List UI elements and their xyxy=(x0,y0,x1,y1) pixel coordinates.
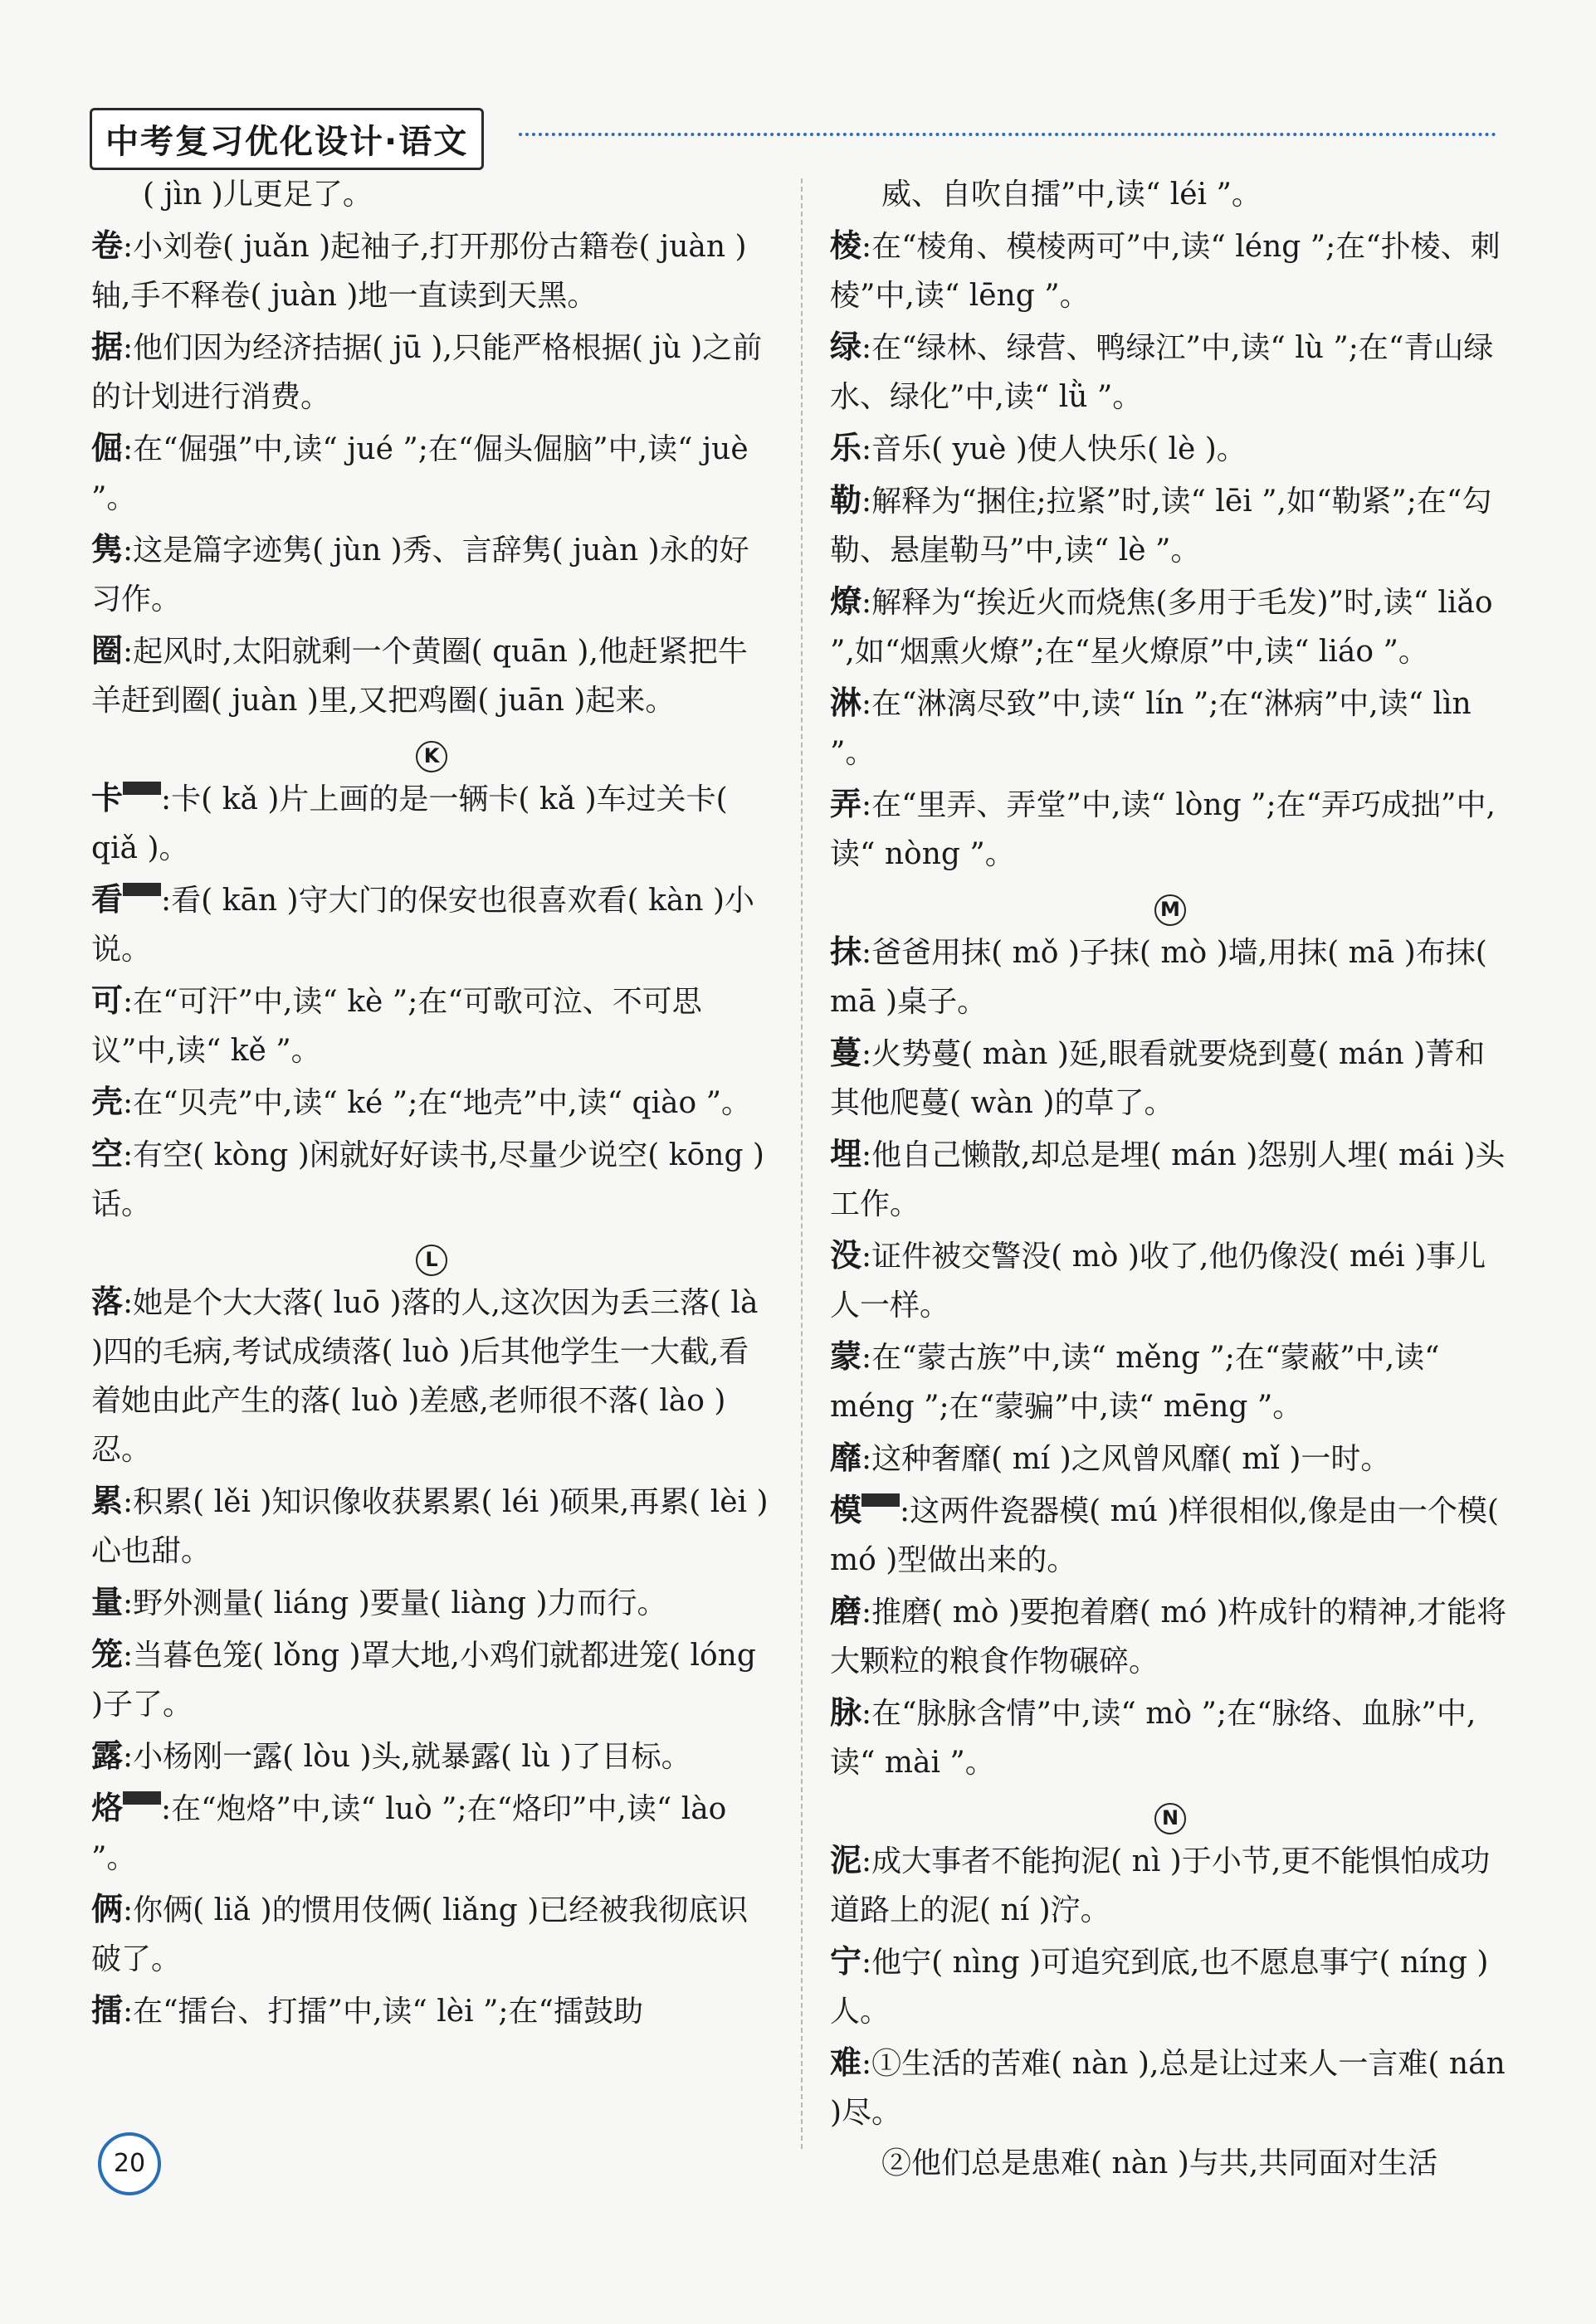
polyphone-entry xyxy=(91,1277,772,1474)
polyphone-entry xyxy=(91,1783,772,1883)
entry-text: :她是个大大落( luō )落的人,这次因为丢三落( là )四的毛病,考试成绩落( luò )后其他学生一大截,看着她由此产生的落( luò )差感,老师很不落( lào )忍。 xyxy=(91,1286,759,1467)
entry-text: :推磨( mò )要抱着磨( mó )杵成针的精神,才能将大颗粒的粮食作物碾碎。 xyxy=(830,1596,1507,1678)
column-divider xyxy=(801,178,803,2149)
entry-character: 棱 xyxy=(830,227,862,264)
entry-text: :看( kān )守大门的保安也很喜欢看( kàn )小说。 xyxy=(91,884,755,967)
continued-text: ( jìn )儿更足了。 xyxy=(143,178,373,212)
polyphone-entry xyxy=(830,1433,1511,1484)
entry-text: :在“擂台、打擂”中,读“ lèi ”;在“擂鼓助 xyxy=(123,1995,643,2029)
entry-character: 空 xyxy=(91,1135,124,1172)
entry-character: 露 xyxy=(91,1737,124,1774)
polyphone-entry xyxy=(91,1476,772,1576)
polyphone-entry xyxy=(830,1835,1511,1935)
entry-character: 乐 xyxy=(830,429,862,466)
entry-text: :积累( lěi )知识像收获累累( léi )硕果,再累( lèi )心也甜。 xyxy=(91,1485,769,1568)
entry-text: :野外测量( liáng )要量( liàng )力而行。 xyxy=(123,1586,667,1620)
entry-text: :爸爸用抹( mǒ )子抹( mò )墙,用抹( mā )布抹( mā )桌子。 xyxy=(830,936,1487,1019)
polyphone-entry xyxy=(830,2038,1511,2137)
entry-text: :小刘卷( juǎn )起袖子,打开那份古籍卷( juàn )轴,手不释卷( juàn )地一直读到天黑。 xyxy=(91,230,747,313)
polyphone-entry xyxy=(830,475,1511,575)
polyphone-entry xyxy=(830,221,1511,320)
polyphone-entry xyxy=(830,1332,1511,1431)
entry-character: 没 xyxy=(830,1236,862,1274)
entry-text: :卡( kǎ )片上画的是一辆卡( kǎ )车过关卡( qiǎ )。 xyxy=(91,782,728,865)
polyphone-entry xyxy=(830,1688,1511,1787)
entry-text: :在“倔强”中,读“ jué ”;在“倔头倔脑”中,读“ juè ”。 xyxy=(91,432,749,515)
entry-character: 脉 xyxy=(830,1693,862,1731)
polyphone-entry xyxy=(91,1129,772,1229)
section-letter xyxy=(91,1232,772,1277)
entry-text: :起风时,太阳就剩一个黄圈( quān ),他赶紧把牛羊赶到圈( juàn )里,又把鸡圈( juān )起来。 xyxy=(91,635,748,718)
entry-character: 圈 xyxy=(91,631,124,669)
polyphone-entry xyxy=(91,1630,772,1729)
entry-character: 可 xyxy=(91,982,124,1019)
entry-text: :有空( kòng )闲就好好读书,尽量少说空( kōng )话。 xyxy=(91,1138,764,1221)
polyphone-entry xyxy=(91,773,772,873)
entry-character: 落 xyxy=(91,1283,124,1320)
entry-text: :在“贝壳”中,读“ ké ”;在“地壳”中,读“ qiào ”。 xyxy=(123,1086,751,1120)
entry-text: :成大事者不能拘泥( nì )于小节,更不能惧怕成功道路上的泥( ní )泞。 xyxy=(830,1844,1491,1927)
polyphone-entry xyxy=(91,1985,772,2036)
entry-character: 蔓 xyxy=(830,1034,862,1071)
entry-text: :他们因为经济拮据( jū ),只能严格根据( jù )之前的计划进行消费。 xyxy=(91,331,763,414)
polyphone-entry xyxy=(91,1577,772,1628)
entry-character: 埋 xyxy=(830,1135,862,1172)
entry-character: 累 xyxy=(91,1482,124,1519)
section-letter-badge: N xyxy=(1154,1803,1186,1834)
entry-character: 看 xyxy=(91,880,124,918)
section-letter xyxy=(91,728,772,773)
polyphone-entry xyxy=(830,678,1511,777)
entry-character: 燎 xyxy=(830,582,862,620)
polyphone-entry xyxy=(830,1028,1511,1128)
entry-text: :这两件瓷器模( mú )样很相似,像是由一个模( mó )型做出来的。 xyxy=(830,1494,1499,1577)
entry-character: 靡 xyxy=(830,1439,862,1476)
continued-text: 威、自吹自擂”中,读“ léi ”。 xyxy=(881,178,1262,212)
entry-character: 模 xyxy=(830,1491,862,1528)
section-letter xyxy=(830,882,1511,927)
entry-text: :你俩( liǎ )的惯用伎俩( liǎng )已经被我彻底识破了。 xyxy=(91,1893,749,1976)
entry-text: :在“炮烙”中,读“ luò ”;在“烙印”中,读“ lào ”。 xyxy=(91,1792,727,1875)
entry-text: :在“绿林、绿营、鸭绿江”中,读“ lù ”;在“青山绿水、绿化”中,读“ lǜ ”。 xyxy=(830,331,1494,414)
entry-text: :在“脉脉含情”中,读“ mò ”;在“脉络、血脉”中,读“ mài ”。 xyxy=(830,1697,1476,1780)
section-letter-badge: M xyxy=(1154,894,1186,926)
entry-character: 宁 xyxy=(830,1942,862,1980)
polyphone-entry xyxy=(91,1884,772,1984)
polyphone-entry xyxy=(830,1485,1511,1585)
section-letter xyxy=(830,1791,1511,1835)
entry-character: 烙 xyxy=(91,1789,124,1826)
entry-character: 倔 xyxy=(91,429,124,466)
entry-text: :在“里弄、弄堂”中,读“ lòng ”;在“弄巧成拙”中,读“ nòng ”。 xyxy=(830,788,1496,871)
entry-text: :在“蒙古族”中,读“ měng ”;在“蒙蔽”中,读“ méng ”;在“蒙骗”中,读“ mēng ”。 xyxy=(830,1341,1440,1424)
header-dotted-rule xyxy=(519,133,1496,136)
entry-character: 卷 xyxy=(91,227,124,264)
entry-text: :解释为“捆住;拉紧”时,读“ lēi ”,如“勒紧”;在“勾勒、悬崖勒马”中,读“ lè ”。 xyxy=(830,485,1492,568)
entry-character: 量 xyxy=(91,1583,124,1620)
entry-text: :火势蔓( màn )延,眼看就要烧到蔓( mán )菁和其他爬蔓( wàn )的草了。 xyxy=(830,1037,1486,1120)
entry-character: 俩 xyxy=(91,1890,124,1927)
book-header-title: 中考复习优化设计·语文 xyxy=(90,108,484,170)
entry-text: :①生活的苦难( nàn ),总是让过来人一言难( nán )尽。 xyxy=(830,2047,1506,2130)
polyphone-entry xyxy=(91,1077,772,1128)
entry-text: :在“棱角、模棱两可”中,读“ léng ”;在“扑棱、刺棱”中,读“ lēng ”。 xyxy=(830,230,1501,313)
polyphone-entry xyxy=(830,1937,1511,2036)
polyphone-entry xyxy=(830,927,1511,1026)
page-number: 20 xyxy=(98,2132,161,2195)
entry-character: 磨 xyxy=(830,1592,862,1630)
entry-text: :在“可汗”中,读“ kè ”;在“可歌可泣、不可思议”中,读“ kě ”。 xyxy=(91,985,702,1068)
entry-character: 泥 xyxy=(830,1841,862,1878)
polyphone-entry xyxy=(830,779,1511,879)
entry-character: 绿 xyxy=(830,328,862,365)
polyphone-entry xyxy=(91,322,772,421)
polyphone-entry xyxy=(830,577,1511,676)
left-column xyxy=(91,170,772,2038)
entry-text: :音乐( yuè )使人快乐( lè )。 xyxy=(861,432,1247,466)
entry-character: 难 xyxy=(830,2044,862,2081)
polyphone-entry xyxy=(91,423,772,523)
entry-character: 卡 xyxy=(91,779,124,816)
entry-text: :当暮色笼( lǒng )罩大地,小鸡们就都进笼( lóng )子了。 xyxy=(91,1639,756,1722)
polyphone-entry xyxy=(91,976,772,1075)
entry-character: 蒙 xyxy=(830,1337,862,1375)
entry-character: 淋 xyxy=(830,684,862,721)
entry-character: 勒 xyxy=(830,481,862,519)
exam-year-badge: 2018 xyxy=(861,1493,900,1507)
entry-character: 擂 xyxy=(91,1991,124,2029)
entry-text: :在“淋漓尽致”中,读“ lín ”;在“淋病”中,读“ lìn ”。 xyxy=(830,687,1472,770)
entry-text: :证件被交警没( mò )收了,他仍像没( méi )事儿人一样。 xyxy=(830,1240,1486,1323)
section-letter-badge: L xyxy=(416,1245,447,1276)
polyphone-entry xyxy=(830,1230,1511,1330)
entry-character: 弄 xyxy=(830,785,862,822)
polyphone-entry xyxy=(830,1586,1511,1686)
section-letter-badge: K xyxy=(416,741,447,772)
polyphone-entry xyxy=(830,322,1511,421)
entry-character: 抹 xyxy=(830,933,862,970)
entry-character: 笼 xyxy=(91,1635,124,1673)
entry-character: 隽 xyxy=(91,530,124,568)
continued-text: ②他们总是患难( nàn )与共,共同面对生活 xyxy=(881,2146,1438,2180)
entry-text: :他自己懒散,却总是埋( mán )怨别人埋( mái )头工作。 xyxy=(830,1138,1506,1221)
exam-year-badge: 2018 xyxy=(123,1791,161,1805)
polyphone-entry xyxy=(91,875,772,974)
polyphone-entry xyxy=(91,1731,772,1781)
entry-character: 据 xyxy=(91,328,124,365)
exam-year-badge: 2020 xyxy=(123,883,161,896)
entry-text: :解释为“挨近火而烧焦(多用于毛发)”时,读“ liǎo ”,如“烟熏火燎”;在“星火燎原”中,读“ liáo ”。 xyxy=(830,586,1493,669)
polyphone-entry xyxy=(830,423,1511,474)
polyphone-entry xyxy=(91,524,772,624)
exam-year-badge: 2021 xyxy=(123,782,161,795)
entry-text: :这是篇字迹隽( jùn )秀、言辞隽( juàn )永的好习作。 xyxy=(91,533,749,616)
polyphone-entry xyxy=(91,626,772,725)
entry-text: :这种奢靡( mí )之风曾风靡( mǐ )一时。 xyxy=(861,1442,1391,1476)
entry-text: :他宁( nìng )可追究到底,也不愿息事宁( níng )人。 xyxy=(830,1946,1489,2029)
entry-text: :小杨刚一露( lòu )头,就暴露( lù )了目标。 xyxy=(123,1740,691,1774)
polyphone-entry xyxy=(91,221,772,320)
right-column xyxy=(830,170,1511,2190)
polyphone-entry xyxy=(830,1129,1511,1229)
entry-character: 壳 xyxy=(91,1083,124,1120)
